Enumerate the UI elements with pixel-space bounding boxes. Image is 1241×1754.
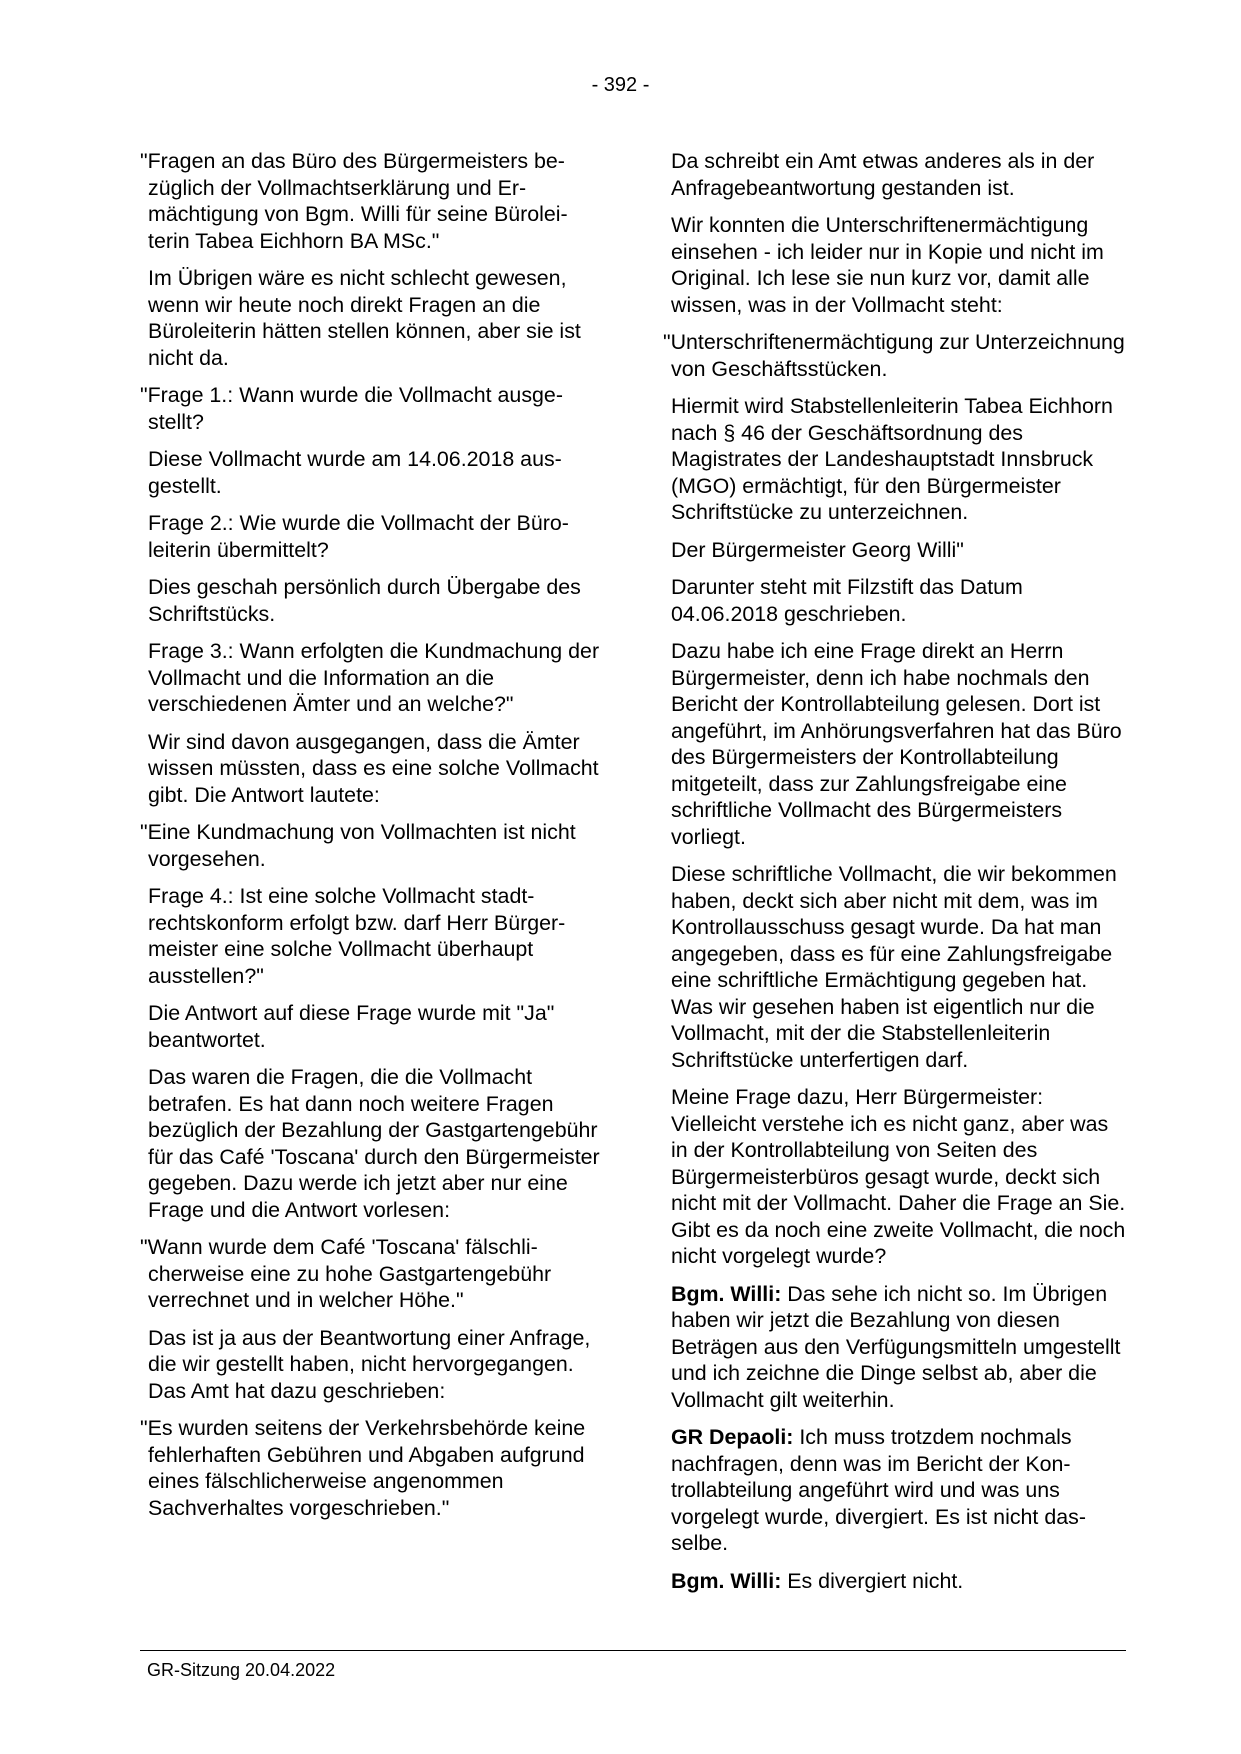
- speech-text: Das sehe ich nicht so. Im Übrigen haben wir jetzt die Bezahlung von diesen Beträgen aus den Verfügungsmitteln umgestellt und ich zeichne die Dinge selbst ab, aber die Vollmacht gilt weiterhin.: [671, 1281, 1121, 1412]
- footer-divider: [140, 1650, 1126, 1651]
- speaker-paragraph: [663, 1281, 1126, 1414]
- paragraph: "Wann wurde dem Café 'Toscana' fälschlicherweise eine zu hohe Gastgartengebühr verrechnet und in welcher Höhe.": [140, 1235, 552, 1312]
- left-column: [140, 148, 600, 1532]
- speaker-name: Bgm. Willi:: [671, 1281, 782, 1306]
- paragraph: Diese schriftliche Vollmacht, die wir bekommen haben, deckt sich aber nicht mit dem, was im Kontrollausschuss gesagt wurde. Da hat man angegeben, dass es für eine Zahlungsfreigabe eine schriftliche Ermächtigung gegeben hat. Was wir gesehen haben ist eigentlich nur die Vollmacht, mit der die Stabstellenleiterin Schriftstücke unterfertigen darf.: [671, 862, 1117, 1072]
- paragraph: Dazu habe ich eine Frage direkt an Herrn Bürgermeister, denn ich habe nochmals den Bericht der Kontrollabteilung gelesen. Dort ist angeführt, im Anhörungsverfahren hat das Büro des Bürgermeisters der Kontrollabteilung mitgeteilt, dass zur Zahlungsfreigabe eine schriftliche Vollmacht des Bürgermeisters vorliegt.: [671, 639, 1122, 849]
- paragraph: Im Übrigen wäre es nicht schlecht gewesen, wenn wir heute noch direkt Fragen an die Büroleiterin hätten stellen können, aber sie ist nicht da.: [148, 266, 581, 370]
- speaker-paragraph: [663, 1568, 1126, 1595]
- paragraph: "Es wurden seitens der Verkehrsbehörde keine fehlerhaften Gebühren und Abgaben aufgrund eines fälschlicherweise angenommen Sachverhaltes vorgeschrieben.": [140, 1416, 586, 1520]
- footer-text: GR-Sitzung 20.04.2022: [147, 1660, 336, 1680]
- speech-text: Ich muss trotzdem nochmals nachfragen, denn was im Bericht der Kontrollabteilung angeführt wird und was uns vorgelegt wurde, divergiert. Es ist nicht dasselbe.: [671, 1425, 1086, 1555]
- page-number: - 392 -: [591, 74, 650, 96]
- paragraph: Das ist ja aus der Beantwortung einer Anfrage, die wir gestellt haben, nicht hervorgegangen. Das Amt hat dazu geschrieben:: [148, 1325, 591, 1403]
- speaker-name: GR Depaoli:: [671, 1425, 794, 1449]
- paragraph: "Frage 1.: Wann wurde die Vollmacht ausgestellt?: [140, 383, 563, 434]
- paragraph: Diese Vollmacht wurde am 14.06.2018 ausgestellt.: [148, 447, 562, 498]
- paragraph: Wir konnten die Unterschriftenermächtigung einsehen - ich leider nur in Kopie und nicht im Original. Ich lese sie nun kurz vor, damit alle wissen, was in der Vollmacht steht:: [671, 213, 1104, 317]
- paragraph: Darunter steht mit Filzstift das Datum 04.06.2018 geschrieben.: [671, 575, 1023, 626]
- paragraph: Das waren die Fragen, die die Vollmacht betrafen. Es hat dann noch weitere Fragen bezüglich der Bezahlung der Gastgartengebühr für das Café 'Toscana' durch den Bürgermeister gegeben. Dazu werde ich jetzt aber nur eine Frage und die Antwort vorlesen:: [148, 1065, 600, 1222]
- paragraph: Wir sind davon ausgegangen, dass die Ämter wissen müssten, dass es eine solche Vollmacht gibt. Die Antwort lautete:: [148, 729, 599, 807]
- paragraph: "Eine Kundmachung von Vollmachten ist nicht vorgesehen.: [140, 820, 576, 871]
- paragraph: "Fragen an das Büro des Bürgermeisters bezüglich der Vollmachtserklärung und Ermächtigung von Bgm. Willi für seine Büroleiterin Tabea Eichhorn BA MSc.": [140, 149, 568, 253]
- paragraph: "Unterschriftenermächtigung zur Unterzeichnung von Geschäftsstücken.: [663, 330, 1125, 381]
- paragraph: Meine Frage dazu, Herr Bürgermeister: Vielleicht verstehe ich es nicht ganz, aber was in der Kontrollabteilung von Seiten des Bürgermeisterbüros gesagt wurde, deckt sich nicht mit der Vollmacht. Daher die Frage an Sie. Gibt es da noch eine zweite Vollmacht, die noch nicht vorgelegt wurde?: [671, 1085, 1126, 1268]
- speaker-paragraph: [663, 1424, 1126, 1557]
- speaker-name: Bgm. Willi:: [671, 1568, 782, 1593]
- paragraph: Der Bürgermeister Georg Willi": [671, 537, 964, 562]
- paragraph: Die Antwort auf diese Frage wurde mit "Ja" beantwortet.: [148, 1001, 555, 1052]
- paragraph: Frage 2.: Wie wurde die Vollmacht der Büroleiterin übermittelt?: [148, 511, 569, 562]
- paragraph: Frage 3.: Wann erfolgten die Kundmachung der Vollmacht und die Information an die verschiedenen Ämter und an welche?": [148, 639, 600, 716]
- paragraph: Dies geschah persönlich durch Übergabe des Schriftstücks.: [148, 575, 581, 626]
- paragraph: Hiermit wird Stabstellenleiterin Tabea Eichhorn nach § 46 der Geschäftsordnung des Magistrates der Landeshauptstadt Innsbruck (MGO) ermächtigt, für den Bürgermeister Schriftstücke zu unterzeichnen.: [671, 394, 1113, 524]
- right-column: [663, 148, 1126, 1605]
- paragraph: Da schreibt ein Amt etwas anderes als in der Anfragebeantwortung gestanden ist.: [671, 149, 1095, 200]
- paragraph: Frage 4.: Ist eine solche Vollmacht stadtrechtskonform erfolgt bzw. darf Herr Bürgermeister eine solche Vollmacht überhaupt ausstellen?": [148, 884, 566, 988]
- speech-text: Es divergiert nicht.: [781, 1568, 964, 1593]
